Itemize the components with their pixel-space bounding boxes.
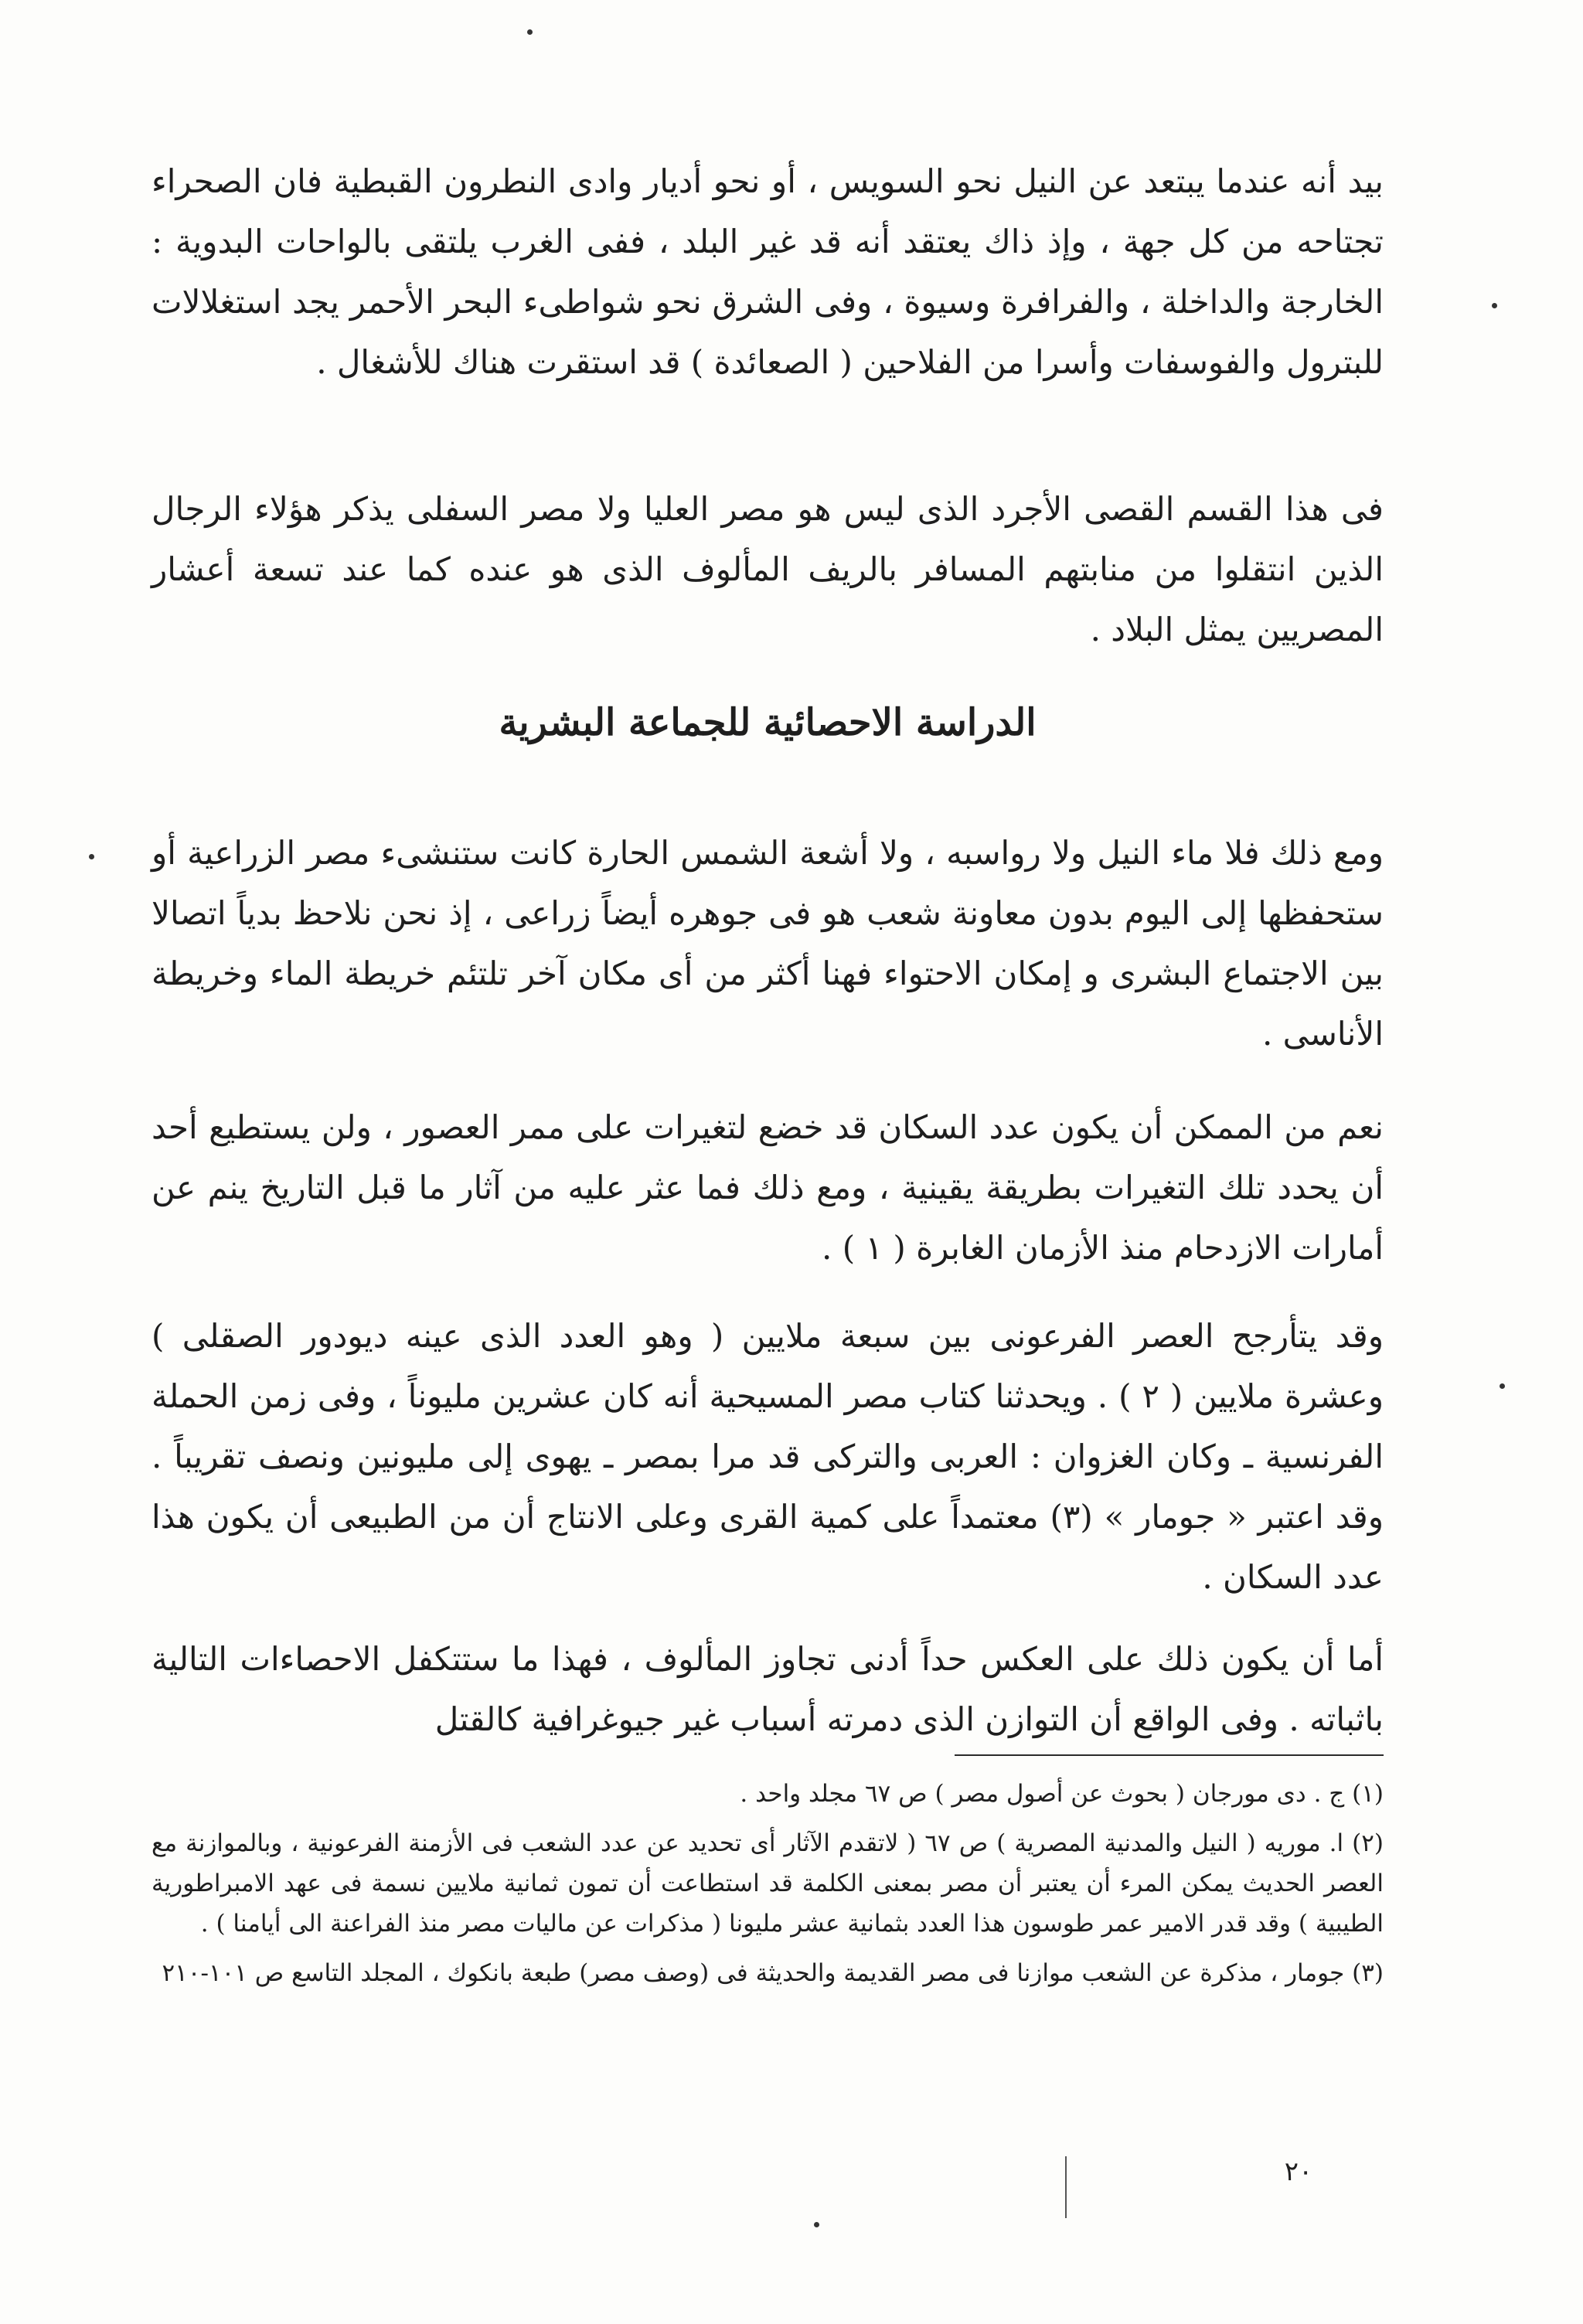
body-paragraph-4	[151, 1097, 1384, 1278]
paragraph-text: بيد أنه عندما يبتعد عن النيل نحو السويس ، أو نحو أديار وادى النطرون القبطية فان الصحراء تجتاحه من كل جهة ، وإذ ذاك يعتقد أنه قد غير البلد ، ففى الغرب يلتقى بالواحات البدوية : الخارجة والداخلة ، والفرافرة وسيوة ، وفى الشرق نحو شواطىء البحر الأحمر يجد استغلالات للبترول والفوسفات وأسرا من الفلاحين ( الصعائدة ) قد استقرت هناك للأشغال .	[151, 162, 1384, 381]
margin-dot	[1492, 303, 1497, 308]
margin-dot	[527, 29, 533, 35]
page-number: ٢٠	[1284, 2156, 1313, 2187]
paragraph-text: نعم من الممكن أن يكون عدد السكان قد خضع لتغيرات على ممر العصور ، ولن يستطيع أحد أن يحدد تلك التغيرات بطريقة يقينية ، ومع ذلك فما عثر عليه من آثار ما قبل التاريخ ينم عن أمارات الازدحام منذ الأزمان الغابرة ( ١ ) .	[151, 1108, 1384, 1267]
footnote-divider	[955, 1754, 1384, 1756]
footnote-3: (٣) جومار ، مذكرة عن الشعب موازنا فى مصر القديمة والحديثة فى (وصف مصر) طبعة بانكوك ، المجلد التاسع ص ١٠١-٢١٠	[162, 1959, 1384, 1987]
margin-dot	[89, 854, 94, 859]
footnote-1: (١) ج . دى مورجان ( بحوث عن أصول مصر ) ص ٦٧ مجلد واحد .	[740, 1780, 1384, 1808]
paragraph-text: أما أن يكون ذلك على العكس حداً أدنى تجاوز المألوف ، فهذا ما ستتكفل الاحصاءات التالية باثباته . وفى الواقع أن التوازن الذى دمرته أسباب غير جيوغرافية كالقتل	[151, 1640, 1384, 1738]
body-paragraph-2	[151, 479, 1384, 660]
paragraph-text: ومع ذلك فلا ماء النيل ولا رواسبه ، ولا أشعة الشمس الحارة كانت ستنشىء مصر الزراعية أو ستحفظها إلى اليوم بدون معاونة شعب هو فى جوهره أيضاً زراعى ، إذ نحن نلاحظ بدياً اتصالا بين الاجتماع البشرى و إمكان الاحتواء فهنا أكثر من أى مكان آخر تلتئم خريطة الماء وخريطة الأناسى .	[151, 834, 1384, 1053]
margin-dot	[1500, 1383, 1505, 1389]
binding-mark	[1065, 2156, 1067, 2218]
section-heading: الدراسة الاحصائية للجماعة البشرية	[499, 701, 1037, 744]
paragraph-text: فى هذا القسم القصى الأجرد الذى ليس هو مصر العليا ولا مصر السفلى يذكر هؤلاء الرجال الذين انتقلوا من منابتهم المسافر بالريف المألوف الذى هو عنده كما عند تسعة أعشار المصريين يمثل البلاد .	[151, 490, 1384, 648]
body-paragraph-1	[151, 151, 1384, 393]
body-paragraph-5	[151, 1306, 1384, 1608]
footnotes-section	[151, 1774, 1384, 2002]
body-paragraph-6	[151, 1629, 1384, 1750]
footnote-2: (٢) ا. موريه ( النيل والمدنية المصرية ) ص ٦٧ ( لاتقدم الآثار أى تحديد عن عدد الشعب فى الأزمنة الفرعونية ، وبالموازنة مع العصر الحديث يمكن المرء أن يعتبر أن مصر بمعنى الكلمة قد استطاعت أن تمون ثمانية ملايين نسمة فى عهد الامبراطورية الطيبية ) وقد قدر الامير عمر طوسون هذا العدد بثمانية عشر مليونا ( مذكرات عن ماليات مصر منذ الفراعنة الى أيامنا ) .	[151, 1829, 1384, 1938]
paragraph-text: وقد يتأرجح العصر الفرعونى بين سبعة ملايين ( وهو العدد الذى عينه ديودور الصقلى ) وعشرة ملايين ( ٢ ) . ويحدثنا كتاب مصر المسيحية أنه كان عشرين مليوناً ، وفى زمن الحملة الفرنسية ـ وكان الغزوان : العربى والتركى قد مرا بمصر ـ يهوى إلى مليونين ونصف تقريباً . وقد اعتبر « جومار » (٣) معتمداً على كمية القرى وعلى الانتاج أن من الطبيعى أن يكون هذا عدد السكان .	[151, 1317, 1384, 1596]
margin-dot	[814, 2222, 819, 2227]
body-paragraph-3	[151, 823, 1384, 1064]
